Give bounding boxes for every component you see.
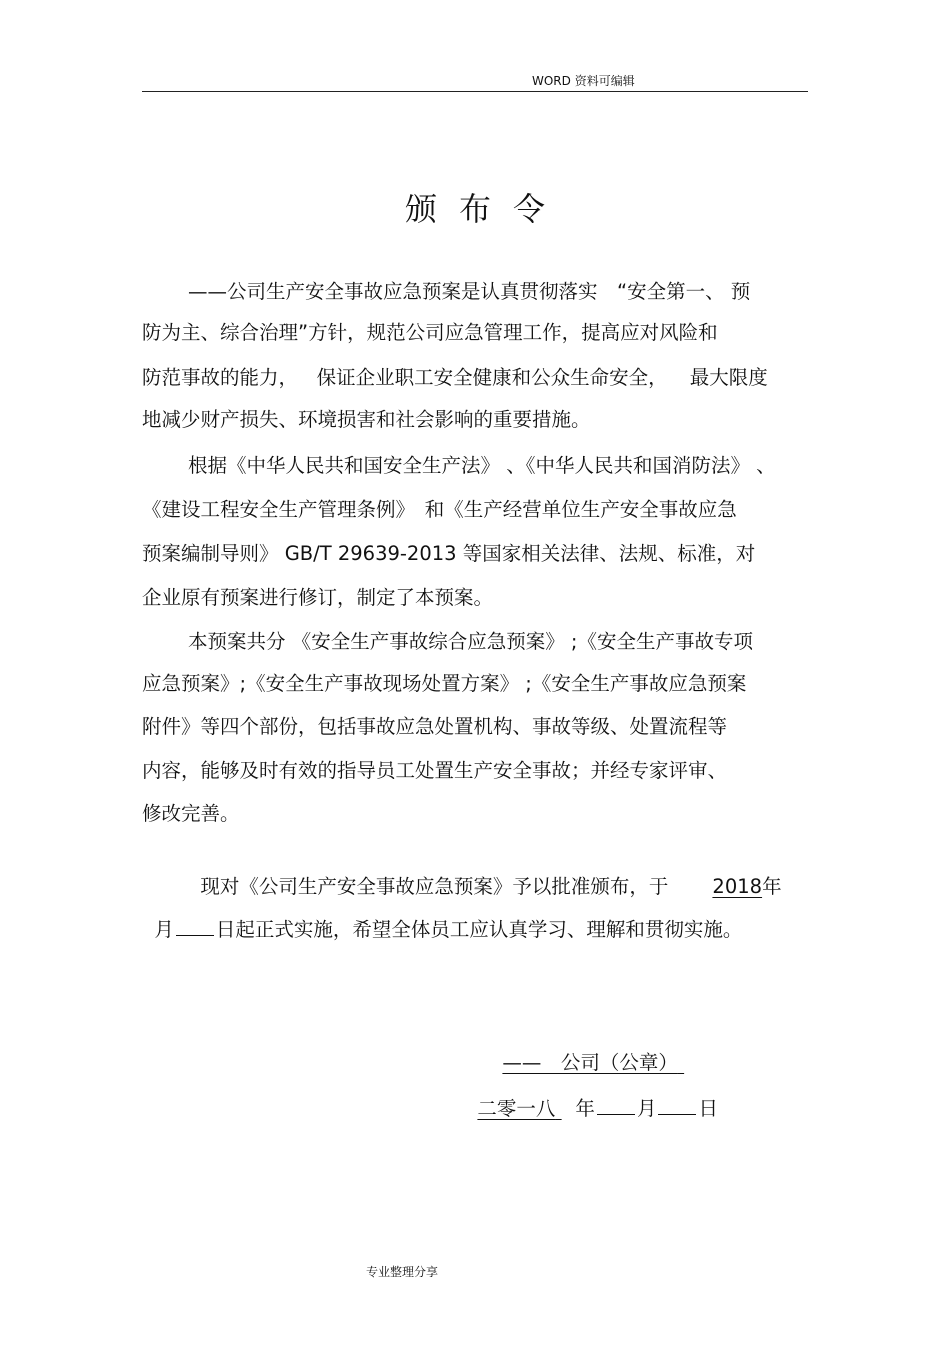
p4-line-2 [142, 887, 743, 941]
p2-line-3: 预案编制导则》 GB/T 29639-2013 等国家相关法律、法规、标准，对 [142, 542, 756, 565]
date-year: 二零一八 [477, 1097, 556, 1120]
p1-line-3: 防范事故的能力， 保证企业职工安全健康和公众生命安全， 最大限度 [142, 366, 768, 389]
p4-year-char: 年 [762, 875, 782, 898]
signature-date [465, 1066, 718, 1120]
date-year-char: 年 [575, 1097, 595, 1120]
date-month-char: 月 [636, 1097, 657, 1120]
p3-line-4: 内容，能够及时有效的指导员工处置生产安全事故；并经专家评审、 [142, 759, 728, 782]
p3-line-3: 附件》等四个部份，包括事故应急处置机构、事故等级、处置流程等 [142, 715, 728, 738]
p4-prefix: 现对《公司生产安全事故应急预案》予以批准颁布，于 [200, 875, 669, 898]
company-seal: —— 公司（公章） [502, 1051, 678, 1074]
date-day-char: 日 [698, 1097, 718, 1120]
p2-line-1: 根据《中华人民共和国安全生产法》 、《中华人民共和国消防法》 、 [188, 454, 776, 477]
p4-year: 2018 [712, 875, 763, 898]
page-footer: 专业整理分享 [366, 1265, 439, 1279]
p1-line-2: 防为主、综合治理”方针，规范公司应急管理工作，提高应对风险和 [142, 321, 718, 344]
p4-line-1 [188, 845, 782, 898]
p1-line-1: ——公司生产安全事故应急预案是认真贯彻落实 “安全第一、 预 [188, 280, 751, 303]
p2-line-2: 《建设工程安全生产管理条例》 和《生产经营单位生产安全事故应急 [142, 498, 737, 521]
p3-line-1: 本预案共分 《安全生产事故综合应急预案》 ;《安全生产事故专项 [188, 630, 753, 653]
p1-line-4: 地减少财产损失、环境损害和社会影响的重要措施。 [142, 408, 591, 431]
signature-company [490, 1021, 688, 1074]
document-title: 颁布令 [404, 190, 567, 228]
p4-month-char: 月 [154, 918, 174, 941]
date-day-blank [658, 1094, 696, 1115]
p3-line-2: 应急预案》;《安全生产事故现场处置方案》 ;《安全生产事故应急预案 [142, 672, 747, 695]
page-header [142, 70, 808, 92]
date-month-blank [597, 1094, 635, 1115]
p2-line-4: 企业原有预案进行修订，制定了本预案。 [142, 586, 494, 609]
p3-line-5: 修改完善。 [142, 802, 240, 825]
month-blank [176, 915, 214, 936]
header-text: WORD 资料可编辑 [532, 74, 635, 88]
p4-line-2-rest: 日起正式实施，希望全体员工应认真学习、理解和贯彻实施。 [215, 918, 743, 941]
